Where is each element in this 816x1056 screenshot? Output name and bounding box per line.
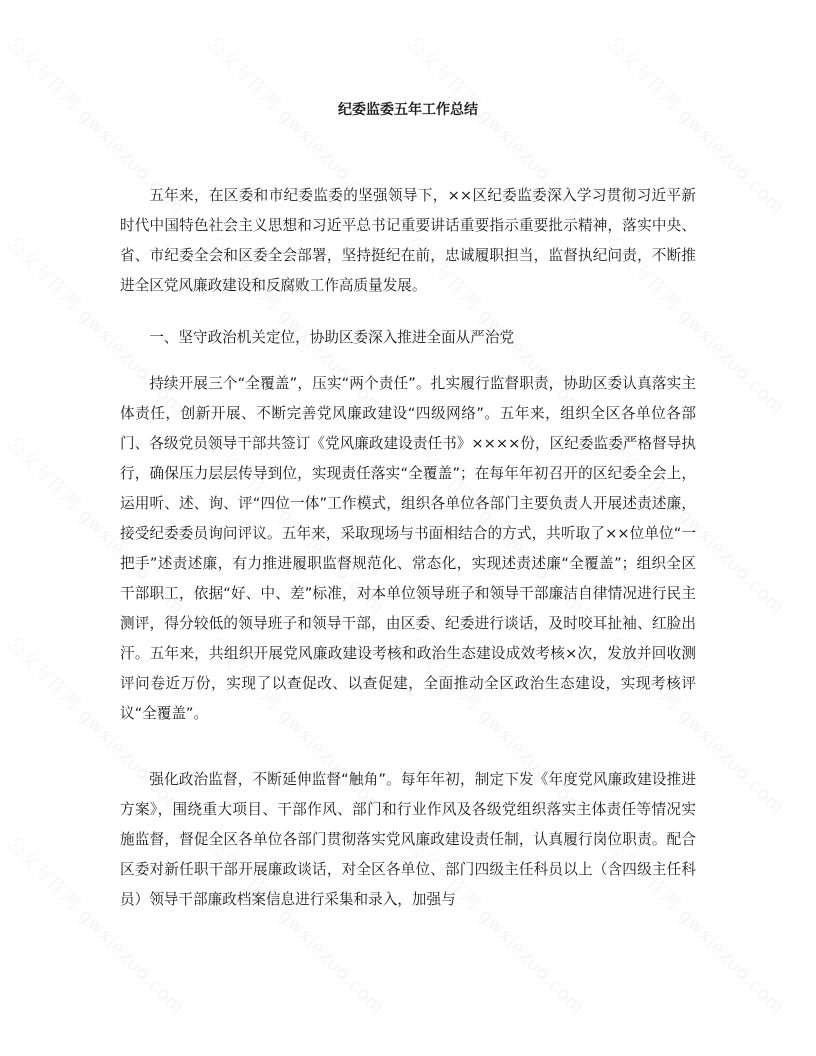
section-heading-1: 一、坚守政治机关定位，协助区委深入推进全面从严治党: [149, 329, 515, 346]
paragraph-political-supervision: 强化政治监督，不断延伸监督“触角”。每年年初，制定下发《年度党风廉政建设推进方案》，围绕重大项目、干部作风、部门和行业作风及各级党组织落实主体责任等情况实施监督，督促全区各单位各部门贯彻落实党风廉政建设责任制，认真履行岗位职责。配合区委对新任职干部开展廉政谈话，对全区各单位、部门四级主任科员以上（含四级主任科员）领导干部廉政档案信息进行采集和录入，加强与: [120, 771, 696, 908]
paragraph-responsibility: 持续开展三个“全覆盖”，压实“两个责任”。扎实履行监督职责，协助区委认真落实主体责任，创新开展、不断完善党风廉政建设“四级网络”。五年来，组织全区各单位各部门、各级党员领导干部共签订《党风廉政建设责任书》××××份，区纪委监委严格督导执行，确保压力层层传导到位，实现责任落实“全覆盖”；在每年年初召开的区纪委全会上，运用听、述、询、评“四位一体”工作模式，组织各单位各部门主要负责人开展述责述廉，接受纪委委员询问评议。五年来，采取现场与书面相结合的方式，共听取了××位单位“一把手”述责述廉，有力推进履职监督规范化、常态化，实现述责述廉“全覆盖”；组织全区干部职工，依据“好、中、差”标准，对本单位领导班子和领导干部廉洁自律情况进行民主测评，得分较低的领导班子和领导干部，由区委、纪委进行谈话，及时咬耳扯袖、红脸出汗。五年来，共组织开展党风廉政建设考核和政治生态建设成效考核×次，发放并回收测评问卷近万份，实现了以查促改、以查促建，全面推动全区政治生态建设，实现考核评议“全覆盖”。: [120, 375, 696, 722]
paragraph-intro: 五年来，在区委和市纪委监委的坚强领导下，××区纪委监委深入学习贯彻习近平新时代中国特色社会主义思想和习近平总书记重要讲话重要指示重要批示精神，落实中央、省、市纪委全会和区委全会部署，坚持挺纪在前，忠诚履职担当，监督执纪问责，不断推进全区党风廉政建设和反腐败工作高质量发展。: [120, 187, 696, 294]
document-title: 纪委监委五年工作总结: [338, 102, 478, 118]
